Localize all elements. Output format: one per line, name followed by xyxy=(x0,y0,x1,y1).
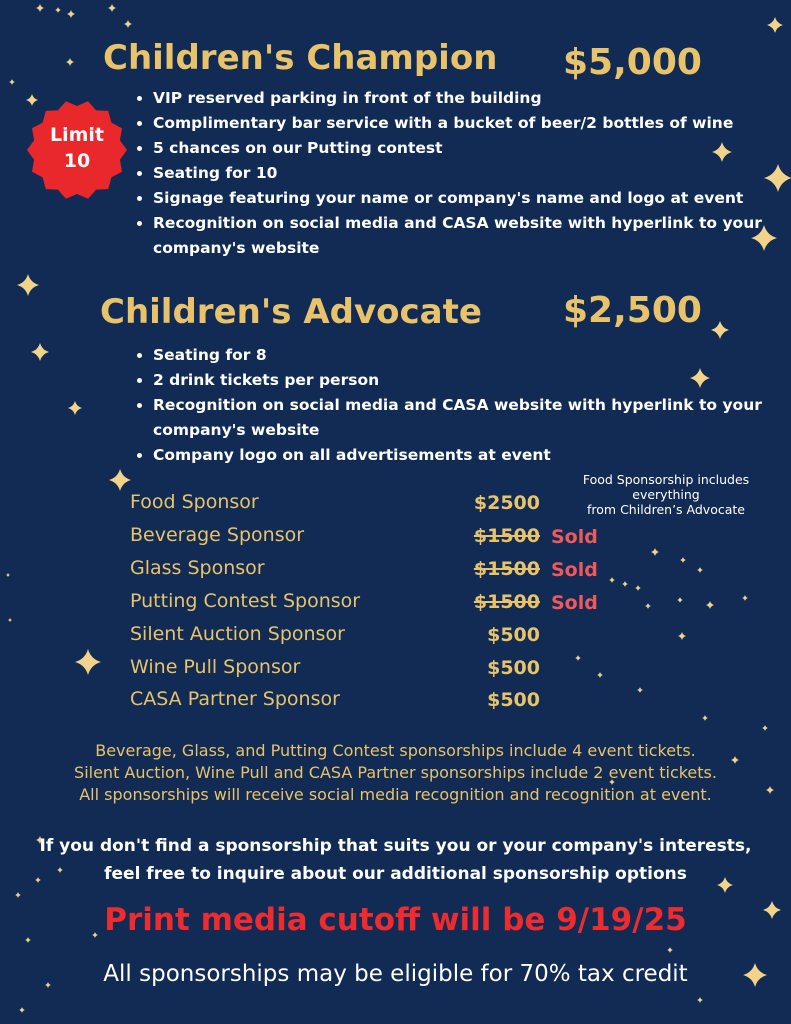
benefit-item: • Recognition on social media and CASA website with hyperlink to your company's website xyxy=(153,211,773,261)
benefit-item: • 2 drink tickets per person xyxy=(153,368,773,393)
sponsorship-price: $500 xyxy=(487,657,540,679)
sold-label: Sold xyxy=(551,592,598,614)
champion-price: $5,000 xyxy=(563,42,702,83)
sponsorship-name: Wine Pull Sponsor xyxy=(130,656,301,678)
benefit-item: • Recognition on social media and CASA website with hyperlink to your company's website xyxy=(153,393,773,443)
champion-title: Children's Champion xyxy=(103,38,498,78)
advocate-title: Children's Advocate xyxy=(100,292,482,332)
sparkle-star-icon xyxy=(68,401,82,415)
benefit-item: • Complimentary bar service with a bucket of beer/2 bottles of wine xyxy=(153,111,773,136)
badge-line-1: Limit xyxy=(49,124,104,146)
sparkle-star-icon xyxy=(706,601,714,609)
print-cutoff-notice: Print media cutoff will be 9/19/25 xyxy=(104,902,687,938)
sparkle-star-icon xyxy=(702,715,708,721)
advocate-price: $2,500 xyxy=(563,290,702,331)
sponsorship-row-putting-contest xyxy=(130,590,610,620)
sparkle-star-icon xyxy=(637,687,643,693)
sparkle-star-icon xyxy=(31,343,49,361)
info-line: All sponsorships will receive social media recognition and recognition at event. xyxy=(79,785,712,804)
sparkle-star-icon xyxy=(645,603,651,609)
sparkle-star-icon xyxy=(75,649,101,675)
sponsorship-price: $1500 xyxy=(473,558,540,580)
sponsorship-row-silent-auction xyxy=(130,623,610,653)
sparkle-star-icon xyxy=(6,573,10,577)
sparkle-star-icon xyxy=(697,997,703,1003)
benefit-item: • Seating for 10 xyxy=(153,161,773,186)
info-line: Silent Auction, Wine Pull and CASA Partner sponsorships include 2 event tickets. xyxy=(74,763,717,782)
sparkle-star-icon xyxy=(9,79,15,85)
sparkle-star-icon xyxy=(677,597,683,603)
sponsorship-name: Putting Contest Sponsor xyxy=(130,590,361,612)
sparkle-star-icon xyxy=(36,4,44,12)
sparkle-star-icon xyxy=(55,7,61,13)
sponsorship-name: Food Sponsor xyxy=(130,491,259,513)
sponsorship-row-beverage xyxy=(130,524,610,554)
sparkle-star-icon xyxy=(8,618,12,622)
inquire-line: If you don't find a sponsorship that suits you or your company's interests, xyxy=(39,836,752,856)
sold-label: Sold xyxy=(551,559,598,581)
sparkle-star-icon xyxy=(622,581,628,587)
ticket-info xyxy=(0,740,791,806)
info-line: Beverage, Glass, and Putting Contest sponsorships include 4 event tickets. xyxy=(95,741,696,760)
tax-credit-notice: All sponsorships may be eligible for 70% tax credit xyxy=(103,961,688,987)
sponsorship-name: CASA Partner Sponsor xyxy=(130,688,340,710)
sparkle-star-icon xyxy=(124,20,132,28)
sparkle-star-icon xyxy=(762,725,768,731)
sparkle-star-icon xyxy=(15,892,21,898)
badge-line-2: 10 xyxy=(63,150,91,172)
benefit-item: • Signage featuring your name or company's name and logo at event xyxy=(153,186,773,211)
sparkle-star-icon xyxy=(19,1007,25,1013)
note-line: from Children’s Advocate xyxy=(587,502,745,517)
sponsorship-row-food xyxy=(130,491,610,521)
sponsorship-price: $1500 xyxy=(473,591,540,613)
sponsorship-price: $500 xyxy=(487,689,540,711)
sparkle-star-icon xyxy=(651,548,659,556)
benefit-item: • VIP reserved parking in front of the building xyxy=(153,86,773,111)
sparkle-star-icon xyxy=(678,632,686,640)
sparkle-star-icon xyxy=(667,947,673,953)
sparkle-star-icon xyxy=(697,567,703,573)
benefit-item: • 5 chances on our Putting contest xyxy=(153,136,773,161)
sponsorship-name: Silent Auction Sponsor xyxy=(130,623,345,645)
sparkle-star-icon xyxy=(67,10,75,18)
limit-badge xyxy=(27,100,127,200)
sparkle-star-icon xyxy=(742,595,748,601)
inquire-line: feel free to inquire about our additional sponsorship options xyxy=(104,864,687,884)
sparkle-star-icon xyxy=(711,321,729,339)
note-line: everything xyxy=(632,487,700,502)
sponsorship-row-casa-partner xyxy=(130,688,610,718)
sponsorship-name: Glass Sponsor xyxy=(130,557,265,579)
sponsorship-name: Beverage Sponsor xyxy=(130,524,305,546)
sold-label: Sold xyxy=(551,526,598,548)
champion-benefits xyxy=(131,86,773,261)
sponsorship-price: $1500 xyxy=(473,525,540,547)
sparkle-star-icon xyxy=(17,274,39,296)
sparkle-star-icon xyxy=(109,469,131,491)
sponsorship-price: $500 xyxy=(487,624,540,646)
sponsorship-price: $2500 xyxy=(473,492,540,514)
sponsorship-row-glass xyxy=(130,557,610,587)
benefit-item: • Company logo on all advertisements at event xyxy=(153,443,773,468)
inquire-message xyxy=(0,832,791,888)
sparkle-star-icon xyxy=(66,58,74,66)
sparkle-star-icon xyxy=(767,17,783,33)
sparkle-star-icon xyxy=(680,557,686,563)
benefit-item: • Seating for 8 xyxy=(153,343,773,368)
advocate-benefits xyxy=(131,343,773,468)
sparkle-star-icon xyxy=(635,585,641,591)
sparkle-star-icon xyxy=(108,4,116,12)
sponsorship-row-wine-pull xyxy=(130,656,610,686)
note-line: Food Sponsorship includes xyxy=(582,472,750,487)
